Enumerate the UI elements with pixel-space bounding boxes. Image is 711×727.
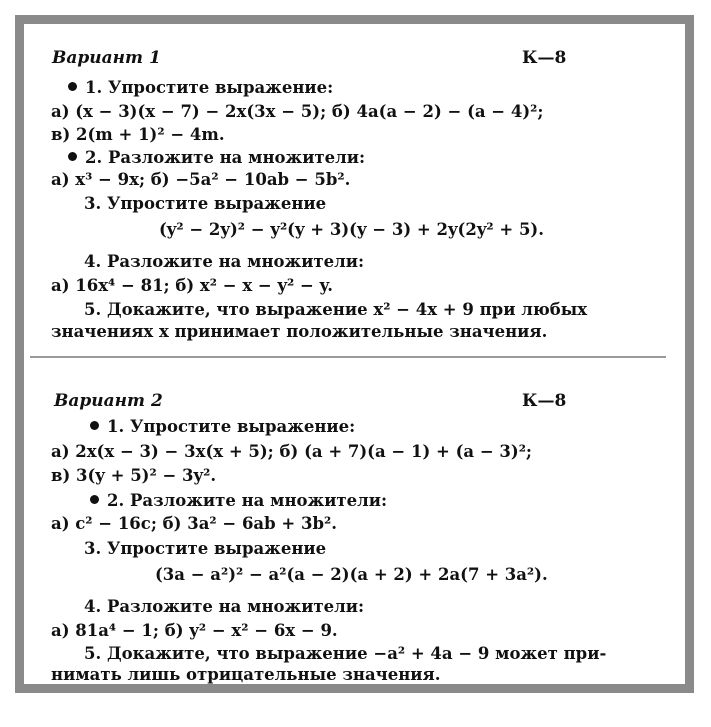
bullet-icon — [68, 152, 77, 161]
section-divider — [30, 356, 666, 358]
variant1-line: 2. Разложите на множители: — [85, 148, 366, 167]
bullet-icon — [68, 82, 77, 91]
variant2-line: 1. Упростите выражение: — [107, 417, 356, 436]
variant1-task4-heading: 4. Разложите на множители: — [84, 252, 365, 271]
variant2-task4-heading: 4. Разложите на множители: — [84, 597, 365, 616]
variant2-line: а) 81a⁴ − 1; б) y² − x² − 6x − 9. — [51, 621, 338, 640]
worksheet-content — [24, 24, 685, 684]
variant2-title: Вариант 2 — [54, 391, 163, 411]
variant2-task2-heading — [90, 491, 387, 511]
variant2-line: нимать лишь отрицательные значения. — [51, 665, 441, 684]
variant2-line: а) c² − 16c; б) 3a² − 6ab + 3b². — [51, 514, 337, 533]
variant1-line: а) x³ − 9x; б) −5a² − 10ab − 5b². — [51, 170, 351, 189]
variant1-title: Вариант 1 — [52, 48, 161, 68]
variant2-expression: (3a − a²)² − a²(a − 2)(a + 2) + 2a(7 + 3a²). — [155, 565, 548, 584]
variant2-task1-heading — [90, 417, 355, 437]
variant1-task2-heading — [68, 148, 365, 168]
variant1-expression: (y² − 2y)² − y²(y + 3)(y − 3) + 2y(2y² + 5). — [159, 220, 544, 239]
variant2-task5-line: 5. Докажите, что выражение −a² + 4a − 9 может при- — [84, 644, 607, 663]
variant1-line: значениях x принимает положительные значения. — [51, 322, 548, 341]
variant2-code: К—8 — [522, 391, 567, 411]
variant1-line: а) 16x⁴ − 81; б) x² − x − y² − y. — [51, 276, 334, 295]
bullet-icon — [90, 421, 99, 430]
variant2-line: 2. Разложите на множители: — [107, 491, 388, 510]
variant1-task3-heading: 3. Упростите выражение — [84, 194, 327, 213]
variant2-line: в) 3(y + 5)² − 3y². — [51, 466, 217, 485]
variant1-code: К—8 — [522, 48, 567, 68]
bullet-icon — [90, 495, 99, 504]
worksheet-frame — [15, 15, 694, 693]
variant2-line: а) 2x(x − 3) − 3x(x + 5); б) (a + 7)(a − 1) + (a − 3)²; — [51, 442, 533, 461]
variant1-task5-line: 5. Докажите, что выражение x² − 4x + 9 при любых — [84, 300, 588, 319]
variant2-task3-heading: 3. Упростите выражение — [84, 539, 327, 558]
variant1-task1-heading — [68, 78, 333, 98]
variant1-line: в) 2(m + 1)² − 4m. — [51, 125, 225, 144]
variant1-line: а) (x − 3)(x − 7) − 2x(3x − 5); б) 4a(a − 2) − (a − 4)²; — [51, 102, 544, 121]
variant1-line: 1. Упростите выражение: — [85, 78, 334, 97]
